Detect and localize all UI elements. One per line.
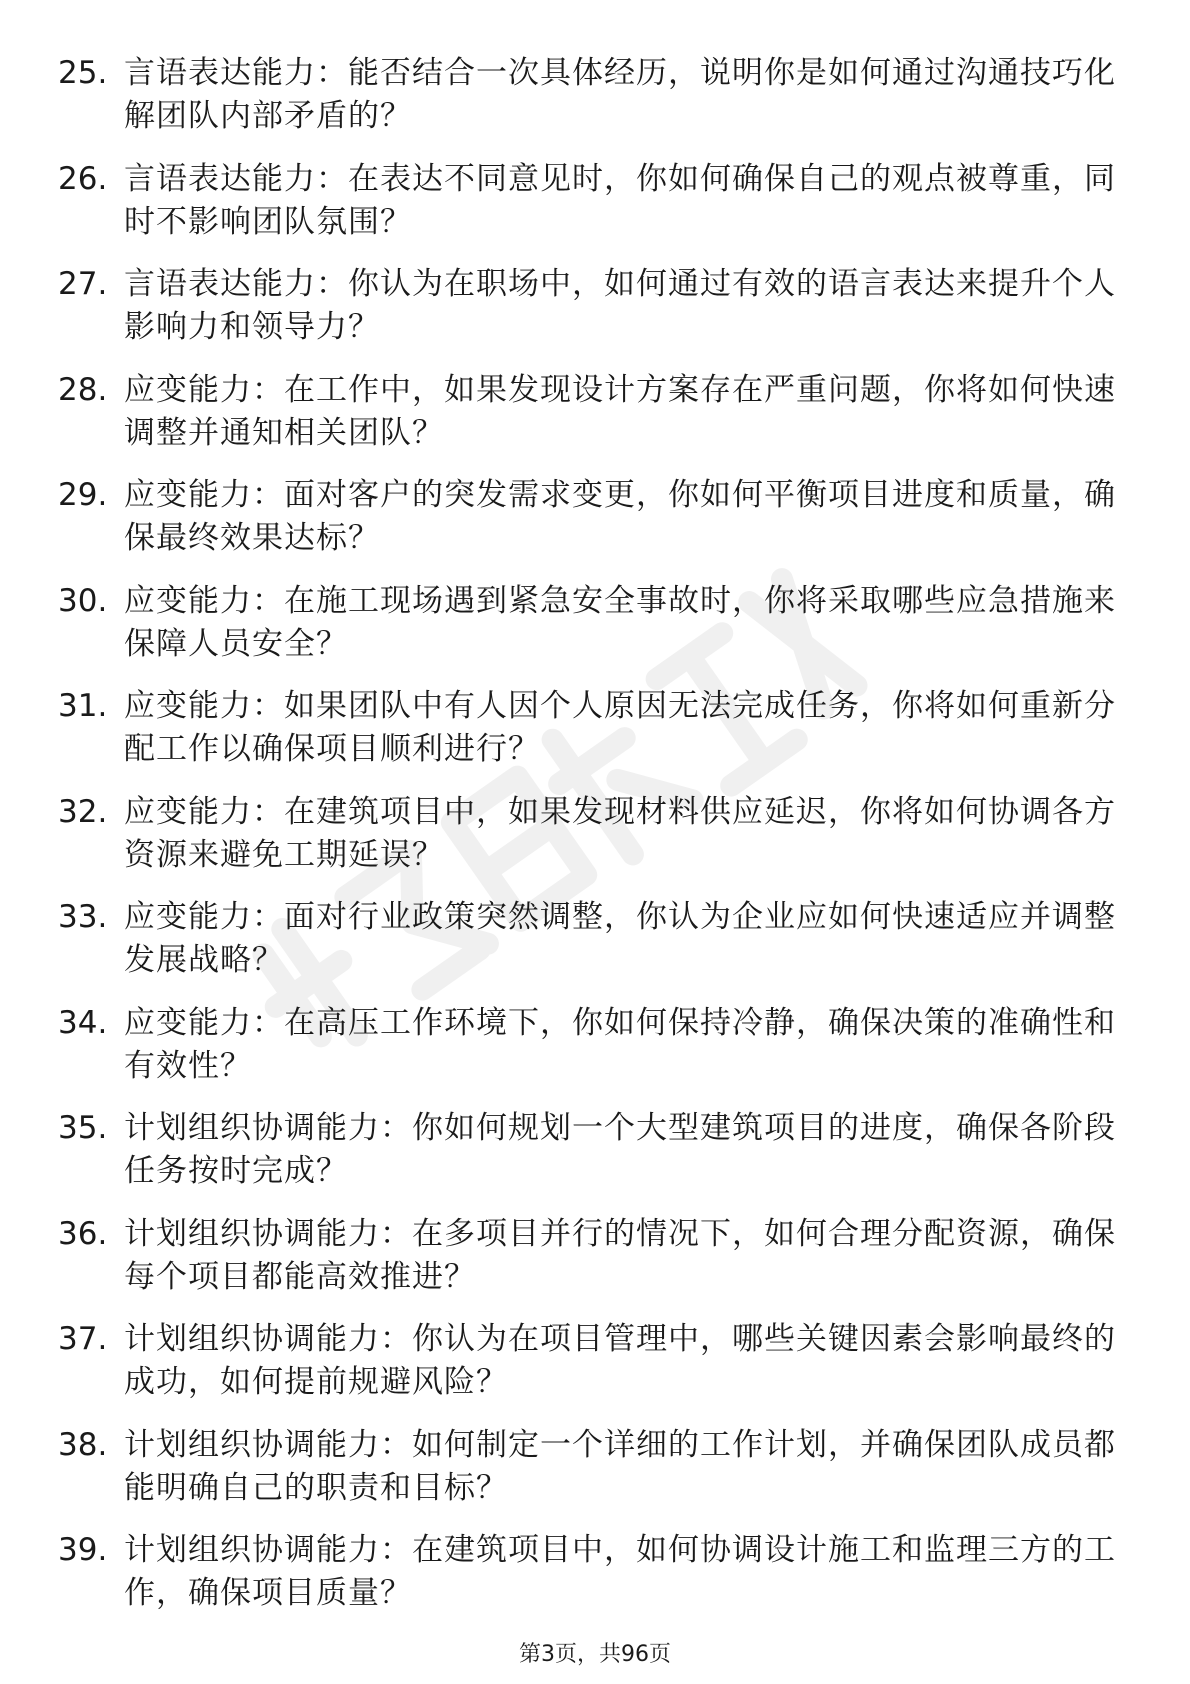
question-text: 应变能力：在施工现场遇到紧急安全事故时，你将采取哪些应急措施来保障人员安全？ [124, 582, 1116, 662]
question-item-31 [58, 685, 1138, 791]
question-text: 应变能力：在高压工作环境下，你如何保持冷静，确保决策的准确性和有效性？ [124, 1004, 1116, 1084]
question-number: 26. [58, 160, 108, 197]
question-number: 33. [58, 899, 108, 935]
question-number: 31. [58, 688, 108, 724]
question-text: 计划组织协调能力：在建筑项目中，如何协调设计施工和监理三方的工作，确保项目质量？ [124, 1532, 1116, 1611]
question-item-38 [58, 1424, 1138, 1530]
page-footer [0, 1637, 1190, 1668]
question-item-27 [58, 263, 1138, 369]
question-text: 计划组织协调能力：如何制定一个详细的工作计划，并确保团队成员都能明确自己的职责和目标？ [124, 1426, 1116, 1506]
question-item-29 [58, 474, 1138, 580]
question-text: 言语表达能力：你认为在职场中，如何通过有效的语言表达来提升个人影响力和领导力？ [124, 266, 1116, 345]
question-number: 25. [58, 55, 108, 91]
question-text: 计划组织协调能力：你如何规划一个大型建筑项目的进度，确保各阶段任务按时完成？ [124, 1110, 1116, 1189]
question-number: 32. [58, 793, 108, 830]
question-item-26 [58, 158, 1138, 264]
question-text: 应变能力：面对行业政策突然调整，你认为企业应如何快速适应并调整发展战略？ [124, 899, 1116, 978]
question-item-30 [58, 580, 1138, 686]
question-text: 应变能力：如果团队中有人因个人原因无法完成任务，你将如何重新分配工作以确保项目顺利进行？ [124, 688, 1116, 767]
question-item-34 [58, 1002, 1138, 1108]
question-list [58, 52, 1138, 1635]
question-item-37 [58, 1318, 1138, 1424]
question-text: 计划组织协调能力：在多项目并行的情况下，如何合理分配资源，确保每个项目都能高效推进？ [124, 1215, 1116, 1295]
question-text: 应变能力：面对客户的突发需求变更，你如何平衡项目进度和质量，确保最终效果达标？ [124, 477, 1116, 556]
question-number: 34. [58, 1004, 108, 1041]
question-item-35 [58, 1107, 1138, 1213]
question-item-32 [58, 791, 1138, 897]
question-number: 28. [58, 371, 108, 408]
question-item-33 [58, 896, 1138, 1002]
question-item-36 [58, 1213, 1138, 1319]
question-item-25 [58, 52, 1138, 158]
question-text: 言语表达能力：能否结合一次具体经历，说明你是如何通过沟通技巧化解团队内部矛盾的？ [124, 55, 1116, 134]
question-item-28 [58, 369, 1138, 475]
question-number: 29. [58, 477, 108, 513]
question-text: 应变能力：在建筑项目中，如果发现材料供应延迟，你将如何协调各方资源来避免工期延误？ [124, 793, 1116, 873]
question-text: 言语表达能力：在表达不同意见时，你如何确保自己的观点被尊重，同时不影响团队氛围？ [124, 160, 1116, 240]
question-text: 计划组织协调能力：你认为在项目管理中，哪些关键因素会影响最终的成功，如何提前规避风险？ [124, 1321, 1116, 1400]
question-item-39 [58, 1529, 1138, 1635]
question-number: 37. [58, 1321, 108, 1357]
question-number: 39. [58, 1532, 108, 1568]
question-number: 36. [58, 1215, 108, 1252]
question-number: 35. [58, 1110, 108, 1146]
question-text: 应变能力：在工作中，如果发现设计方案存在严重问题，你将如何快速调整并通知相关团队？ [124, 371, 1116, 451]
question-number: 27. [58, 266, 108, 302]
page-number-label: 第3页，共96页 [519, 1642, 671, 1667]
question-number: 30. [58, 582, 108, 619]
question-number: 38. [58, 1426, 108, 1463]
